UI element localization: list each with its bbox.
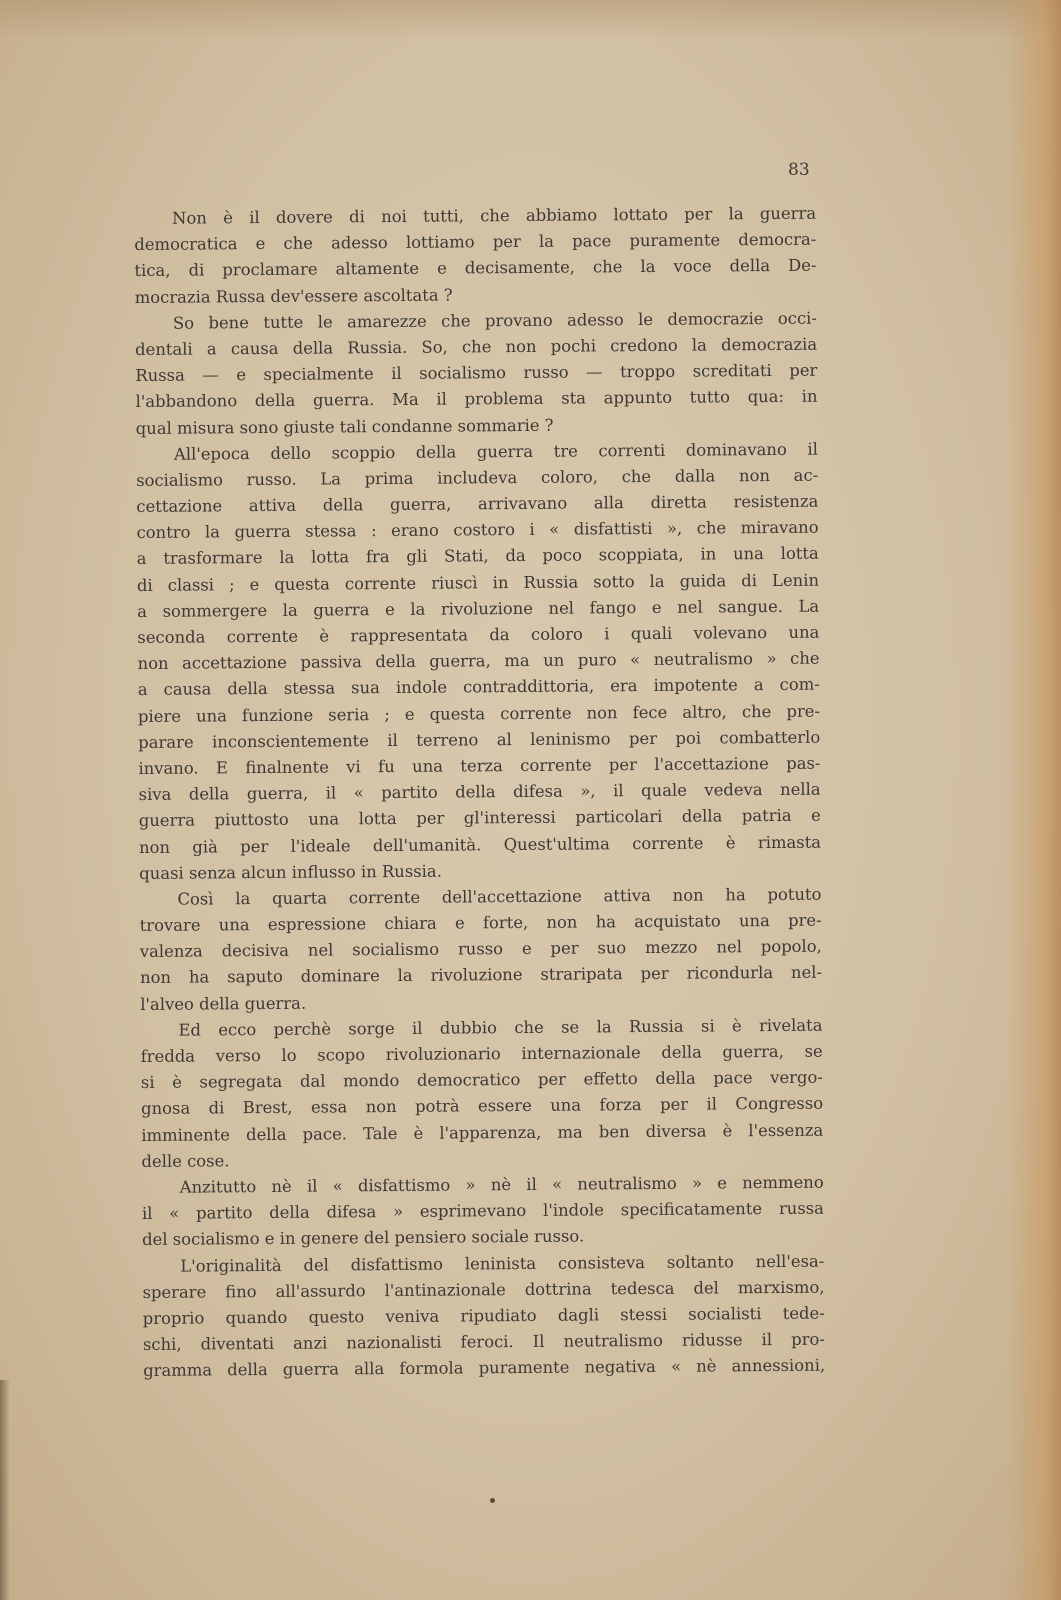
text-line: L'originalità del disfattismo leninista consisteva soltanto nell'esa- <box>180 1251 825 1276</box>
page-number: 83 <box>788 160 810 180</box>
text-line: parare inconscientemente il terreno al leninismo per poi combatterlo <box>138 727 821 752</box>
ink-speck <box>490 1498 495 1503</box>
text-line: sperare fino all'assurdo l'antinazionale dottrina tedesca del marxismo, <box>142 1277 825 1302</box>
text-line: democratica e che adesso lottiamo per la pace puramente democra- <box>134 229 817 255</box>
text-line: gnosa di Brest, essa non potrà essere una forza per il Congresso <box>141 1093 824 1119</box>
text-line: delle cose. <box>141 1151 230 1171</box>
text-line: si è segregata dal mondo democratico per effetto della pace vergo- <box>140 1067 823 1093</box>
text-line: Non è il dovere di noi tutti, che abbiamo lottato per la guerra <box>172 203 817 228</box>
text-line: All'epoca dello scoppio della guerra tre correnti dominavano il <box>173 439 819 464</box>
text-line: valenza decisiva nel socialismo russo e per suo mezzo nel popolo, <box>139 936 822 962</box>
text-line: seconda corrente è rappresentata da coloro i quali volevano una <box>137 622 820 647</box>
text-line: il « partito della difesa » esprimevano l'indole specificatamente russa <box>141 1198 824 1224</box>
text-line: proprio quando questo veniva ripudiato dagli stessi socialisti tede- <box>142 1303 825 1328</box>
text-line: So bene tutte le amarezze che provano adesso le democrazie occi- <box>172 308 817 333</box>
text-line: quasi senza alcun influsso in Russia. <box>139 861 442 883</box>
text-line: socialismo russo. La prima includeva coloro, che dalla non ac- <box>136 465 819 490</box>
text-line: fredda verso lo scopo rivoluzionario internazionale della guerra, se <box>140 1041 823 1066</box>
text-line: l'alveo della guerra. <box>140 993 307 1014</box>
text-line: Ed ecco perchè sorge il dubbio che se la Russia si è rivelata <box>178 1015 823 1040</box>
text-line: cettazione attiva della guerra, arrivavano alla diretta resistenza <box>136 491 819 517</box>
text-line: imminente della pace. Tale è l'apparenza, ma ben diversa è l'essenza <box>141 1120 824 1145</box>
text-line: a sommergere la guerra e la rivoluzione nel fango e nel sangue. La <box>137 596 820 621</box>
text-line: non già per l'ideale dell'umanità. Quest'ultima corrente è rimasta <box>138 832 822 857</box>
text-line: dentali a causa della Russia. So, che non pochi credono la democrazia <box>135 334 818 359</box>
text-line: contro la guerra stessa : erano costoro i « disfattisti », che miravano <box>136 517 819 543</box>
page-shadow-left <box>0 1380 10 1600</box>
text-line: Russa — e specialmente il socialismo russo — troppo screditati per <box>135 360 818 386</box>
text-line: mocrazia Russa dev'essere ascoltata ? <box>134 285 453 307</box>
body-text <box>134 201 825 1385</box>
text-line: Anzitutto nè il « disfattismo » nè il « neutralismo » e nemmeno <box>179 1172 824 1197</box>
text-line: a causa della stessa sua indole contraddittoria, era impotente a com- <box>137 675 820 700</box>
text-line: tica, di proclamare altamente e decisamente, che la voce della De- <box>134 256 817 281</box>
text-line: del socialismo e in genere del pensiero sociale russo. <box>142 1226 585 1250</box>
text-line: invano. E finalnente vi fu una terza corrente per l'accettazione pas- <box>138 753 821 778</box>
text-line: Così la quarta corrente dell'accettazione attiva non ha potuto <box>177 884 822 909</box>
text-line: guerra piuttosto una lotta per gl'interessi particolari della patria e <box>138 805 821 831</box>
text-line: l'abbandono della guerra. Ma il problema sta appunto tutto qua: in <box>135 386 818 412</box>
text-line: a trasformare la lotta fra gli Stati, da poco scoppiata, in una lotta <box>136 544 819 569</box>
text-line: schi, diventati anzi nazionalisti feroci. Il neutralismo ridusse il pro- <box>142 1329 825 1355</box>
text-line: piere una funzione seria ; e questa corrente non fece altro, che pre- <box>137 701 821 726</box>
text-line: di classi ; e questa corrente riuscì in Russia sotto la guida di Lenin <box>136 570 820 595</box>
text-line: siva della guerra, il « partito della difesa », il quale vedeva nella <box>138 779 821 805</box>
page-stain-right <box>1006 0 1061 1600</box>
text-line: non accettazione passiva della guerra, ma un puro « neutralismo » che <box>137 648 820 674</box>
text-line: non ha saputo dominare la rivoluzione straripata per ricondurla nel- <box>139 963 823 988</box>
text-line: qual misura sono giuste tali condanne sommarie ? <box>135 415 554 438</box>
page-shadow-top <box>0 0 1061 40</box>
text-line: gramma della guerra alla formola puramente negativa « nè annessioni, <box>143 1355 826 1381</box>
text-line: trovare una espressione chiara e forte, non ha acquistato una pre- <box>139 910 822 936</box>
